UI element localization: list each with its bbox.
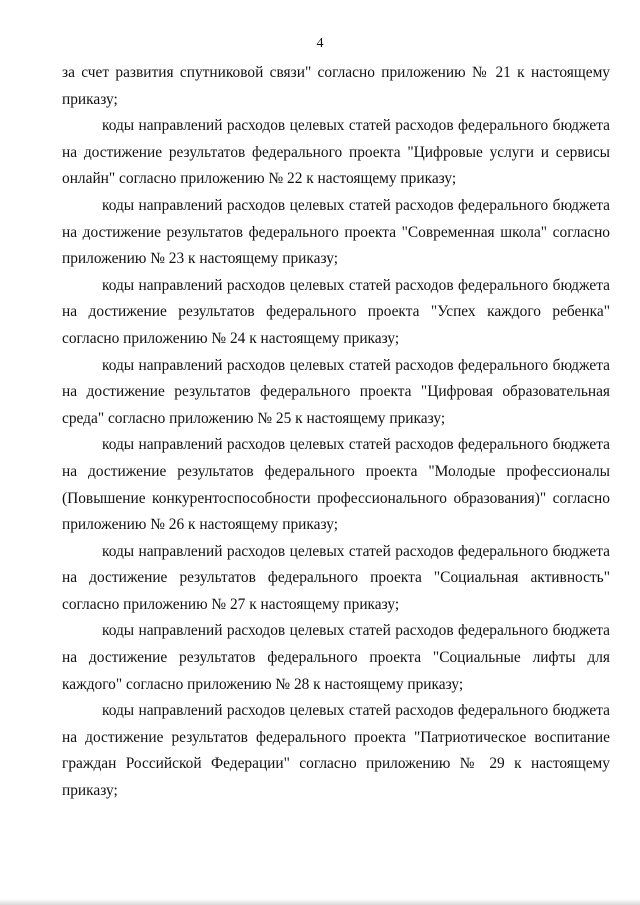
scan-bottom-edge: [0, 899, 640, 905]
document-body: [62, 60, 610, 805]
paragraph-appendix-22: коды направлений расходов целевых статей расходов федерального бюджета на достижение результатов федерального проекта "Цифровые услуги и сервисы онлайн" согласно приложению № 22 к настоящему приказу;: [62, 117, 610, 188]
paragraph-appendix-23: коды направлений расходов целевых статей расходов федерального бюджета на достижение результатов федерального проекта "Современная школа" согласно приложению № 23 к настоящему приказу;: [62, 196, 610, 268]
page-number: 4: [316, 36, 324, 51]
paragraph-appendix-26: коды направлений расходов целевых статей расходов федерального бюджета на достижение результатов федерального проекта "Молодые профессионалы (Повышение конкурентоспособности профессионального образования)" согласно приложению № 26 к настоящему приказу;: [62, 436, 610, 534]
paragraph-continuation: за счет развития спутниковой связи" согласно приложению № 21 к настоящему приказу;: [62, 64, 610, 108]
paragraph-appendix-29: коды направлений расходов целевых статей расходов федерального бюджета на достижение результатов федерального проекта "Патриотическое воспитание граждан Российской Федерации" согласно приложению № 29 к настоящему приказу;: [62, 702, 610, 800]
paragraph-appendix-28: коды направлений расходов целевых статей расходов федерального бюджета на достижение результатов федерального проекта "Социальные лифты для каждого" согласно приложению № 28 к настоящему приказу;: [62, 622, 610, 693]
paragraph-appendix-25: коды направлений расходов целевых статей расходов федерального бюджета на достижение результатов федерального проекта "Цифровая образовательная среда" согласно приложению № 25 к настоящему приказу;: [62, 356, 610, 427]
paragraph-appendix-27: коды направлений расходов целевых статей расходов федерального бюджета на достижение результатов федерального проекта "Социальная активность" согласно приложению № 27 к настоящему приказу;: [62, 542, 610, 613]
paragraph-appendix-24: коды направлений расходов целевых статей расходов федерального бюджета на достижение результатов федерального проекта "Успех каждого ребенка" согласно приложению № 24 к настоящему приказу;: [62, 276, 610, 347]
